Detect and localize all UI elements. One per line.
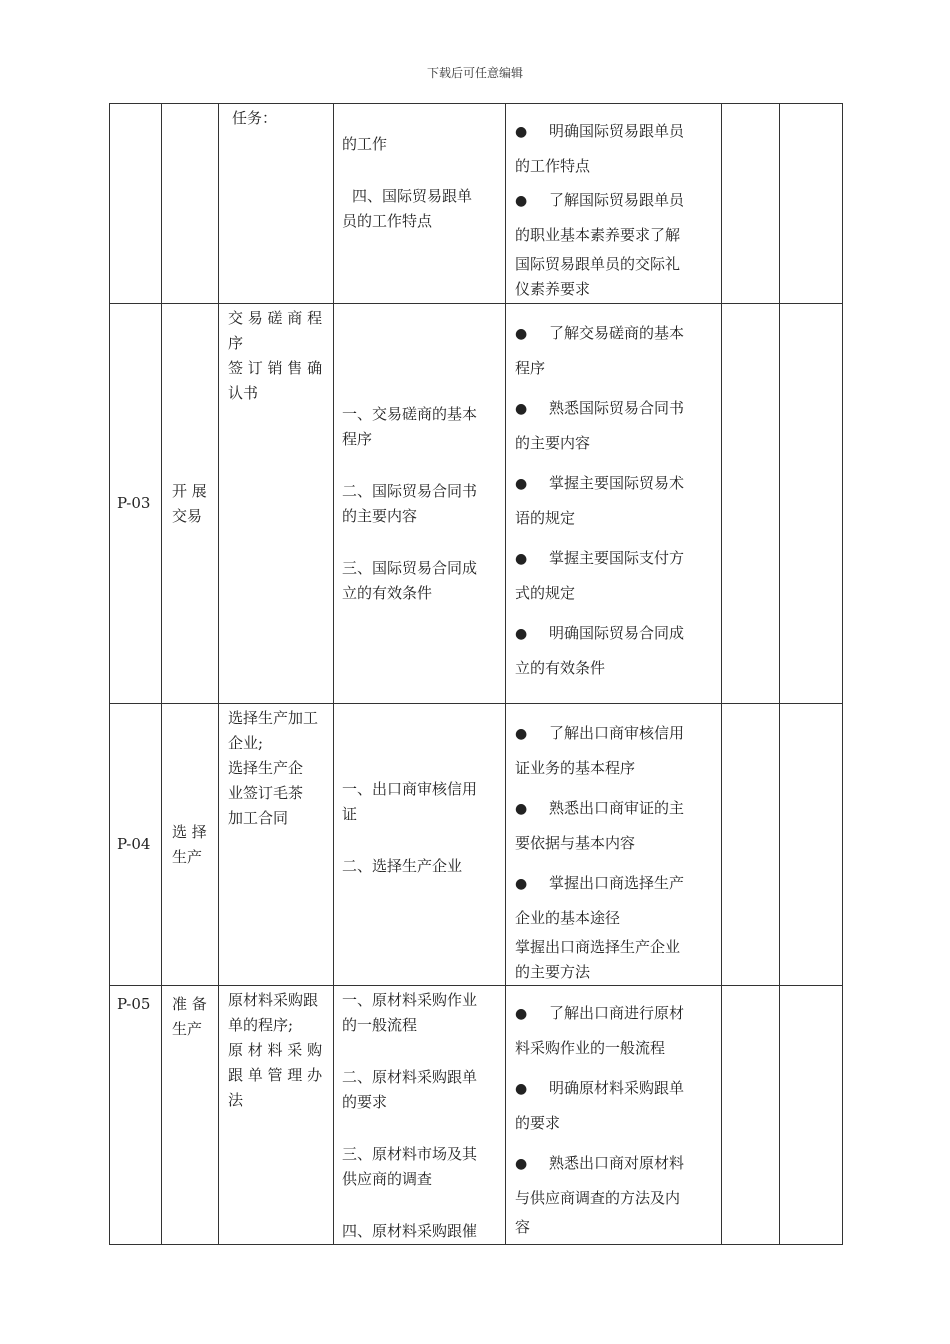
project-code-cell: P-04 (110, 704, 162, 986)
course-table (109, 103, 843, 1245)
content-line: 四、国际贸易跟单 (352, 187, 473, 205)
bullet-icon: ● (515, 726, 528, 742)
blank-cell (780, 104, 843, 304)
bullet-icon: ● (515, 326, 528, 342)
bullet-icon: ● (515, 876, 528, 892)
project-name-cell: 选 择 生产 (162, 704, 219, 986)
task-line: 企业; (228, 734, 264, 752)
bullet-icon: ● (515, 801, 528, 817)
project-code-cell: P-05 (110, 986, 162, 1245)
content-line: 三、原材料市场及其 (342, 1145, 478, 1163)
bullet-icon: ● (515, 1156, 528, 1172)
blank-cell (722, 304, 780, 704)
task-line: 签 订 销 售 确 (228, 359, 323, 377)
table-row (110, 304, 843, 704)
task-cell (219, 704, 334, 986)
project-code-cell: P-03 (110, 304, 162, 704)
blank-cell (722, 986, 780, 1245)
task-line: 法 (228, 1091, 244, 1109)
bullet-icon: ● (515, 476, 528, 492)
project-name-cell: 开 展 交易 (162, 304, 219, 704)
task-line: 序 (228, 334, 244, 352)
content-cell (334, 986, 506, 1245)
task-line: 单的程序; (228, 1016, 294, 1034)
bullet-icon: ● (515, 1081, 528, 1097)
task-line: 业签订毛茶 (228, 784, 304, 802)
content-line: 的主要内容 (342, 507, 418, 525)
task-line: 原 材 料 采 购 (228, 1041, 323, 1059)
content-cell (334, 704, 506, 986)
table-row (110, 104, 843, 304)
bullet-icon: ● (515, 551, 528, 567)
content-cell (334, 104, 506, 304)
goals-cell: ● 了解交易磋商的基本 程序 ● 熟悉国际贸易合同书 的主要内容 ● 掌握主要国际贸易术 语的规定 ● 掌握主要国际支付方 式的规定 ● 明确国际贸易合同成 立的有效条件 (506, 304, 722, 704)
task-line: 选择生产加工 (228, 709, 319, 727)
task-line: 选择生产企 (228, 759, 304, 777)
blank-cell (780, 704, 843, 986)
task-cell (219, 986, 334, 1245)
blank-cell (780, 304, 843, 704)
bullet-icon: ● (515, 193, 528, 209)
blank-cell (780, 986, 843, 1245)
content-line: 证 (342, 805, 358, 823)
goals-cell: ● 明确国际贸易跟单员 的工作特点 ● 了解国际贸易跟单员 的职业基本素养要求了解 国际贸易跟单员的交际礼 仪素养要求 (506, 104, 722, 304)
goals-cell: ● 了解出口商审核信用 证业务的基本程序 ● 熟悉出口商审证的主 要依据与基本内容 ● 掌握出口商选择生产 企业的基本途径 掌握出口商选择生产企业 的主要方法 (506, 704, 722, 986)
task-line: 跟 单 管 理 办 (228, 1066, 323, 1084)
bullet-icon: ● (515, 124, 528, 140)
task-cell (219, 304, 334, 704)
content-line: 的要求 (342, 1093, 388, 1111)
blank-cell (722, 104, 780, 304)
content-line: 二、原材料采购跟单 (342, 1068, 478, 1086)
content-line: 员的工作特点 (342, 212, 433, 230)
content-line: 一、原材料采购作业 (342, 991, 478, 1009)
project-name-cell: 准 备 生产 (162, 986, 219, 1245)
task-line: 任务： (232, 109, 278, 127)
table-row (110, 986, 843, 1245)
content-line: 供应商的调查 (342, 1170, 433, 1188)
content-cell (334, 304, 506, 704)
content-line: 一、交易磋商的基本 (342, 405, 478, 423)
task-line: 加工合同 (228, 809, 289, 827)
content-line: 的一般流程 (342, 1016, 418, 1034)
content-line: 立的有效条件 (342, 584, 433, 602)
task-cell (219, 104, 334, 304)
bullet-icon: ● (515, 1006, 528, 1022)
content-line: 程序 (342, 430, 373, 448)
content-line: 的工作 (342, 135, 388, 153)
task-line: 交 易 磋 商 程 (228, 309, 323, 327)
bullet-icon: ● (515, 401, 528, 417)
content-line: 三、国际贸易合同成 (342, 559, 478, 577)
table-row (110, 704, 843, 986)
blank-cell (722, 704, 780, 986)
project-name-cell (162, 104, 219, 304)
content-line: 一、出口商审核信用 (342, 780, 478, 798)
page-header: 下载后可任意编辑 (426, 66, 523, 80)
content-line: 二、国际贸易合同书 (342, 482, 478, 500)
goals-cell: ● 了解出口商进行原材 料采购作业的一般流程 ● 明确原材料采购跟单 的要求 ● 熟悉出口商对原材料 与供应商调查的方法及内 容 (506, 986, 722, 1245)
project-code-cell (110, 104, 162, 304)
content-line: 四、原材料采购跟催 (342, 1222, 478, 1240)
task-line: 认书 (228, 384, 259, 402)
bullet-icon: ● (515, 626, 528, 642)
task-line: 原材料采购跟 (228, 991, 319, 1009)
content-line: 二、选择生产企业 (342, 857, 463, 875)
